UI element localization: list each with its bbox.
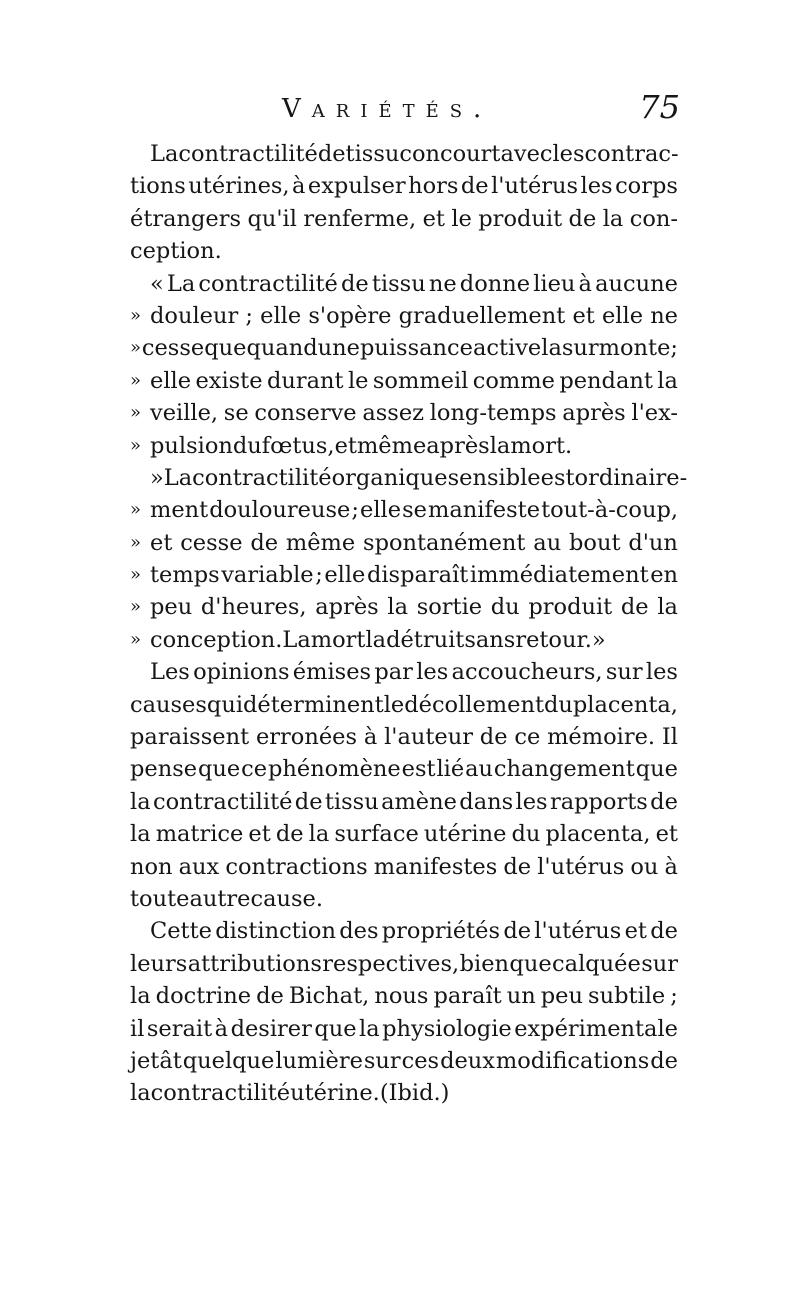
quoted-text: veille, se conserve assez long-temps après l'ex- xyxy=(150,400,678,427)
text-line: toute autre cause. xyxy=(130,885,323,912)
quoted-text: conception. La mort la détruit sans retour. » xyxy=(150,626,606,653)
text-line xyxy=(130,365,678,397)
text-line xyxy=(130,430,678,462)
text-line: la contractilité de tissu amène dans les rapports de xyxy=(130,788,678,815)
guillemet-mark: » xyxy=(130,499,142,521)
text-line: tions utérines, à expulser hors de l'utérus les corps xyxy=(130,173,678,200)
text-line: jetât quelque lumière sur ces deux modifications de xyxy=(130,1047,678,1074)
guillemet-mark: » xyxy=(130,369,142,391)
text-line xyxy=(130,300,678,332)
body-text xyxy=(130,138,688,1110)
text-line: paraissent erronées à l'auteur de ce mémoire. Il xyxy=(130,724,678,751)
text-line: causes qui déterminent le décollement du placenta, xyxy=(130,691,678,718)
quoted-text: cesse que quand une puissance active la surmonte ; xyxy=(141,335,678,362)
guillemet-mark: » xyxy=(130,304,142,326)
text-line xyxy=(130,624,678,656)
guillemet-mark: » xyxy=(130,628,142,650)
text-line: Les opinions émises par les accoucheurs, sur les xyxy=(150,659,678,686)
page-number: 75 xyxy=(639,88,680,126)
text-line: » La contractilité organique sensible est ordinaire- xyxy=(150,464,688,491)
running-title: Variétés. xyxy=(282,94,493,124)
guillemet-mark: » xyxy=(130,531,142,553)
guillemet-mark: » xyxy=(130,596,142,618)
quoted-text: ment douloureuse ; elle se manifeste tout-à-coup, xyxy=(150,497,678,524)
text-line: la matrice et de la surface utérine du placenta, et xyxy=(130,821,678,848)
text-line: étrangers qu'il renferme, et le produit de la con- xyxy=(130,205,678,232)
quoted-text: peu d'heures, après la sortie du produit de la xyxy=(150,594,678,621)
text-line: pense que ce phénomène est lié au changement que xyxy=(130,756,678,783)
text-line: Cette distinction des propriétés de l'utérus et de xyxy=(150,918,678,945)
guillemet-mark: » xyxy=(130,402,142,424)
text-line xyxy=(130,397,678,429)
guillemet-mark: » xyxy=(130,434,142,456)
text-line: il serait à desirer que la physiologie expérimentale xyxy=(130,1015,678,1042)
running-head xyxy=(120,88,680,134)
guillemet-mark: » xyxy=(130,337,142,359)
quoted-text: douleur ; elle s'opère graduellement et elle ne xyxy=(150,302,678,329)
quoted-text: elle existe durant le sommeil comme pendant la xyxy=(150,367,678,394)
text-line xyxy=(130,591,678,623)
text-line xyxy=(130,527,678,559)
guillemet-mark: » xyxy=(130,564,142,586)
text-line xyxy=(130,559,678,591)
text-line: leurs attributions respectives, bien que calquée sur xyxy=(130,950,678,977)
quoted-text: et cesse de même spontanément au bout d'un xyxy=(150,529,678,556)
text-line: ception. xyxy=(130,238,222,265)
text-line: la contractilité utérine. ( Ibid. ) xyxy=(130,1080,450,1107)
quoted-text: temps variable ; elle disparaît immédiatement en xyxy=(150,562,678,589)
quoted-text: pulsion du fœtus, et même après la mort. xyxy=(150,432,573,459)
text-line: la doctrine de Bichat, nous paraît un peu subtile ; xyxy=(130,983,678,1010)
text-line: non aux contractions manifestes de l'utérus ou à xyxy=(130,853,678,880)
text-line xyxy=(130,332,678,364)
text-line: La contractilité de tissu concourt avec les contrac- xyxy=(150,141,679,167)
text-line xyxy=(130,494,678,526)
text-line: « La contractilité de tissu ne donne lieu à aucune xyxy=(150,270,678,297)
